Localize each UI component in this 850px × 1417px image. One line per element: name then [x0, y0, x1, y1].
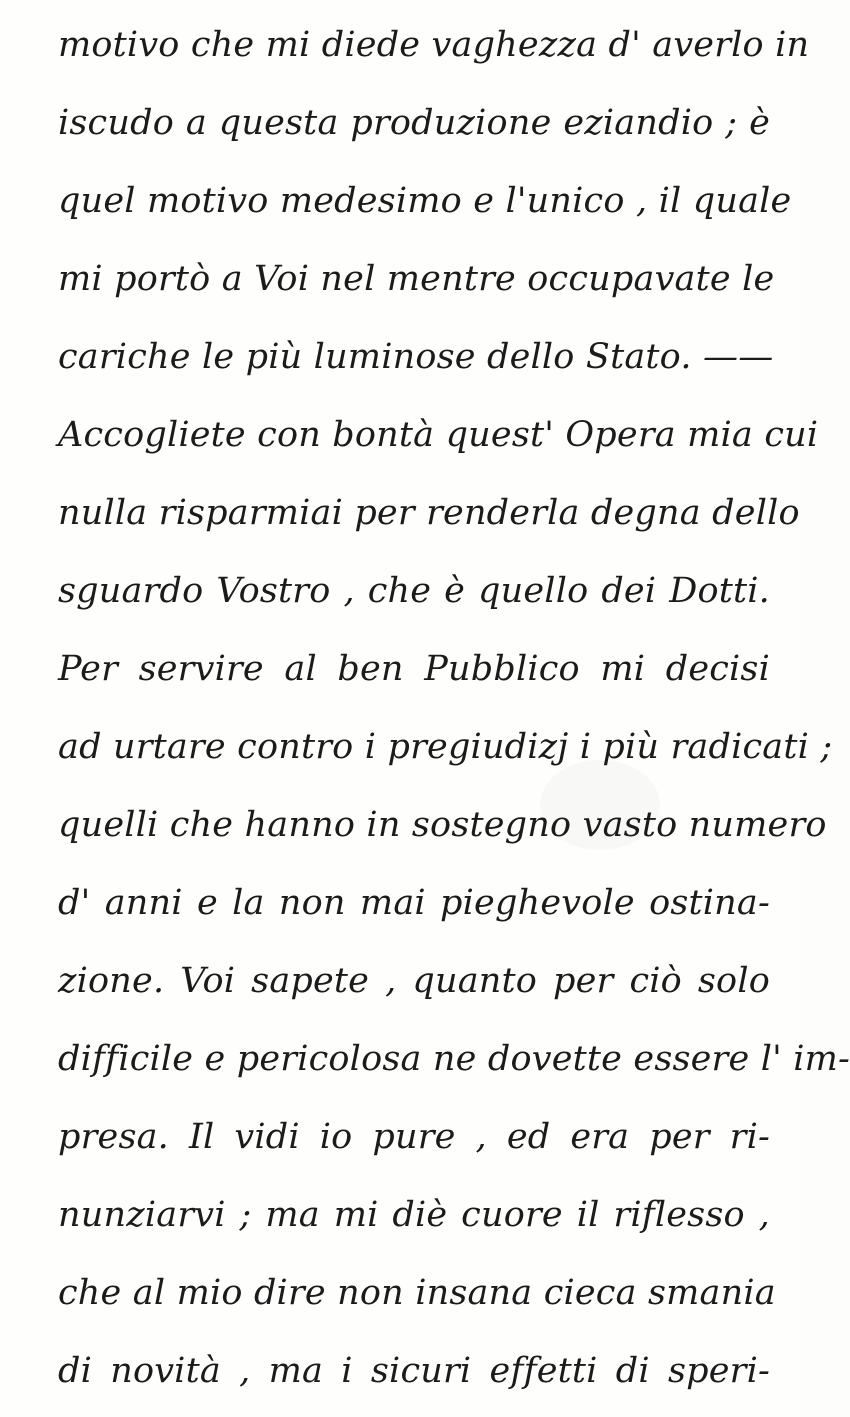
text-line-9: Per servire al ben Pubblico mi decisi: [58, 649, 770, 689]
text-line-12: d' anni e la non mai pieghevole ostina-: [58, 883, 770, 923]
text-line-2: iscudo a questa produzione eziandio ; è: [58, 103, 770, 143]
text-line-1: motivo che mi diede vaghezza d' averlo in: [58, 25, 810, 65]
text-line-7: nulla risparmiai per renderla degna dello: [58, 493, 800, 533]
text-line-4: mi portò a Voi nel mentre occupavate le: [58, 259, 775, 299]
text-line-14: difficile e pericolosa ne dovette essere l' im-: [58, 1039, 850, 1079]
text-line-5: cariche le più luminose dello Stato. ——: [58, 337, 774, 377]
text-line-6: Accogliete con bontà quest' Opera mia cui: [58, 415, 819, 455]
text-line-18: di novità , ma i sicuri effetti di speri-: [58, 1351, 770, 1391]
text-line-3: quel motivo medesimo e l'unico , il quale: [58, 181, 792, 221]
text-line-16: nunziarvi ; ma mi diè cuore il riflesso ,: [58, 1195, 770, 1235]
text-line-11: quelli che hanno in sostegno vasto numero: [58, 805, 827, 845]
text-line-10: ad urtare contro i pregiudizj i più radicati ;: [58, 727, 833, 767]
text-line-17: che al mio dire non insana cieca smania: [58, 1273, 776, 1313]
text-line-15: presa. Il vidi io pure , ed era per ri-: [58, 1117, 770, 1157]
text-line-8: sguardo Vostro , che è quello dei Dotti.: [58, 571, 770, 611]
text-line-13: zione. Voi sapete , quanto per ciò solo: [58, 961, 770, 1001]
